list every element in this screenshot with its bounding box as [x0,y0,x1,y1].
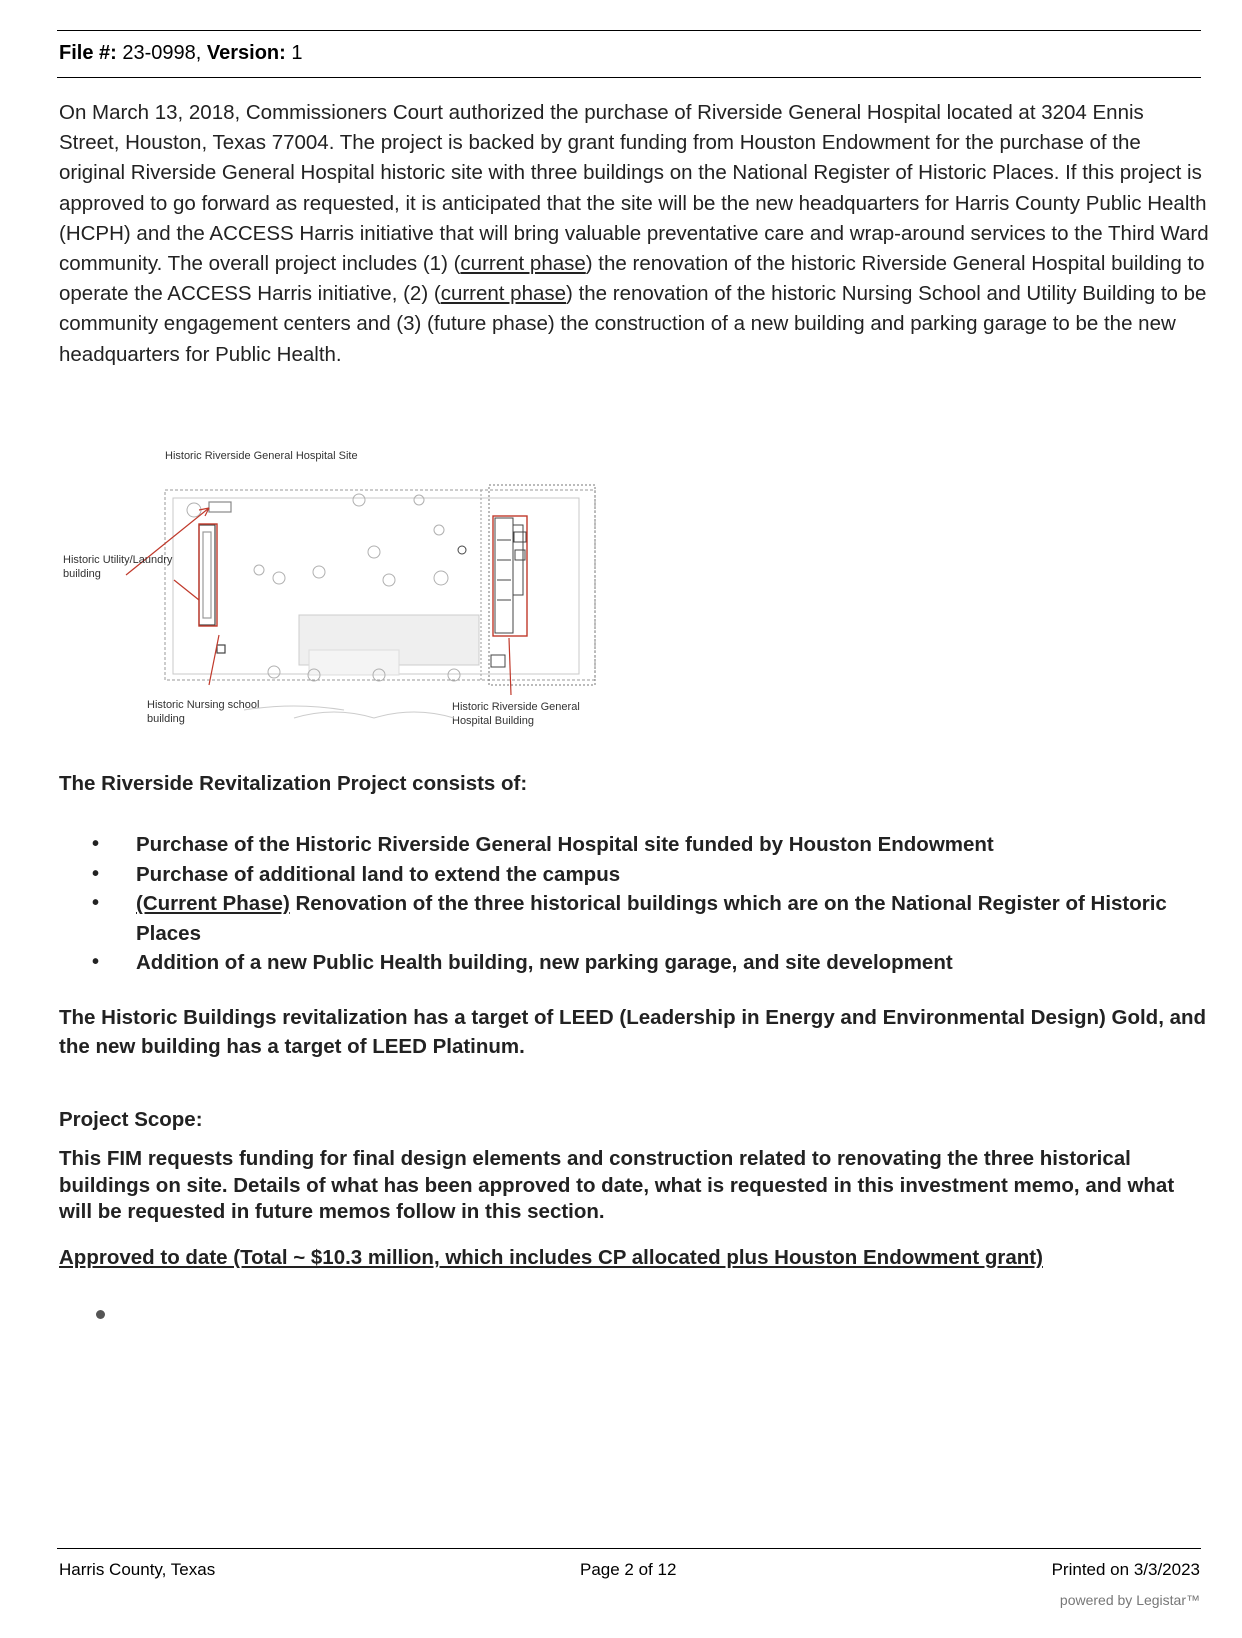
bullet-purchase-land [59,860,1179,890]
intro-text-2: ) the renovation of the historic Riverside General Hospital building to operate the ACCESS Harris initiative, (2) ( [59,252,1205,306]
file-header [59,42,303,65]
bullet-addition-text: Addition of a new Public Health building, new parking garage, and site development [136,951,953,974]
file-label: File #: [59,42,117,64]
empty-bullet [96,1310,105,1319]
label-utility-line1: Historic Utility/Laundry [63,554,173,566]
bullet-renovation [59,889,1179,948]
header-top-rule [57,30,1201,31]
bullet-purchase-site [59,830,1179,860]
current-phase-label: (Current Phase) [136,892,290,915]
leed-paragraph: The Historic Buildings revitalization has a target of LEED (Leadership in Energy and Environmental Design) Gold, and the new building has a target of LEED Platinum. [59,1006,1207,1058]
version-label: Version: [206,42,286,64]
project-bullet-list [59,830,1179,978]
approved-heading: Approved to date (Total ~ $10.3 million, which includes CP allocated plus Houston Endowment grant) [59,1246,1043,1269]
label-nursing-line2: building [147,713,185,725]
label-utility-line2: building [63,568,101,580]
bullet-purchase-land-text: Purchase of additional land to extend the campus [136,862,621,886]
project-heading: The Riverside Revitalization Project consists of: [59,772,528,795]
label-hospital-line1: Historic Riverside General [452,701,580,713]
header-bottom-rule [57,77,1201,78]
street-marks [244,706,454,718]
label-nursing-line1: Historic Nursing school [147,699,260,711]
intro-paragraph [59,98,1209,370]
scope-heading: Project Scope: [59,1108,203,1131]
intro-text-1: On March 13, 2018, Commissioners Court authorized the purchase of Riverside General Hospital located at 3204 Ennis Street, Houston, Texas 77004. The project is backed by grant funding from Houston Endowment for the purchase of the original Riverside General Hospital historic site with three buildings on the National Register of Historic Places. If this project is approved to go forward as requested, it is anticipated that the site will be the new headquarters for Harris County Public Health (HCPH) and the ACCESS Harris initiative that will bring valuable preventative care and wrap-around services to the Third Ward community. The overall project includes (1) ( [59,101,1209,276]
scope-paragraph: This FIM requests funding for final design elements and construction related to renovating the three historical buildings on site. Details of what has been approved to date, what is requested in this investment memo, and what will be requested in future memos follow in this section. [59,1147,1175,1223]
bullet-purchase-site-text: Purchase of the Historic Riverside General Hospital site funded by Houston Endowment [136,833,994,856]
current-phase-1: current phase [460,252,586,276]
footer-rule [57,1548,1201,1549]
label-hospital-line2: Hospital Building [452,715,534,727]
bullet-addition [59,948,1179,978]
footer-page-number: Page 2 of 12 [580,1560,677,1579]
footer-county: Harris County, Texas [59,1560,216,1579]
site-plan-figure [59,450,599,760]
site-plan-title: Historic Riverside General Hospital Site [165,450,358,462]
current-phase-2: current phase [440,282,567,306]
footer-printed-date: Printed on 3/3/2023 [1051,1560,1200,1579]
bullet-renovation-text: Renovation of the three historical buildings which are on the National Register of Historic Places [136,892,1167,945]
version-number: 1 [291,42,303,64]
intro-text-3: ) the renovation of the historic Nursing School and Utility Building to be community engagement centers and (3) (future phase) the construction of a new building and parking garage to be the new headquarters for Public Health. [59,282,1207,366]
site-boundary [165,485,599,685]
file-number: 23-0998, [122,42,202,64]
footer-powered-by: powered by Legistar™ [1059,1592,1200,1608]
